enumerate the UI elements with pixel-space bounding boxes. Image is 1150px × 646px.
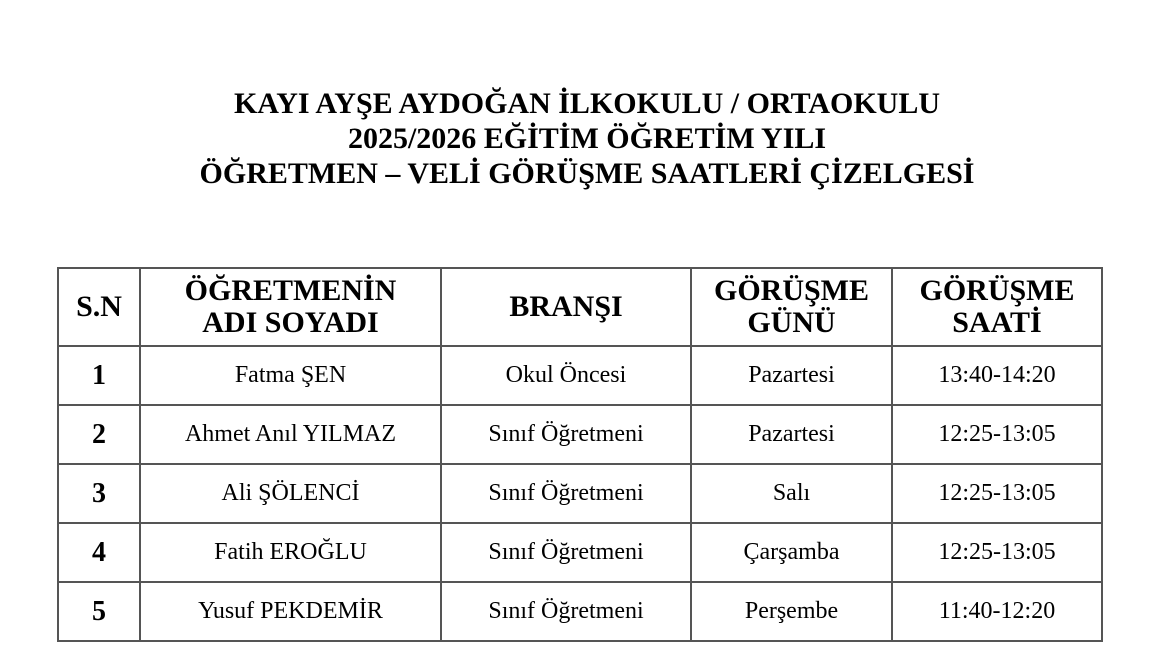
- column-header-teacher-name: ÖĞRETMENİN ADI SOYADI: [140, 268, 441, 346]
- meeting-day: Çarşamba: [691, 523, 892, 582]
- teacher-branch: Sınıf Öğretmeni: [441, 523, 691, 582]
- meeting-time: 12:25-13:05: [892, 523, 1102, 582]
- row-number: 1: [58, 346, 140, 405]
- row-number: 3: [58, 464, 140, 523]
- meeting-day: Perşembe: [691, 582, 892, 641]
- row-number: 2: [58, 405, 140, 464]
- meeting-time: 12:25-13:05: [892, 464, 1102, 523]
- academic-year: 2025/2026 EĞİTİM ÖĞRETİM YILI: [347, 122, 827, 155]
- teacher-name: Ali ŞÖLENCİ: [140, 464, 441, 523]
- table-row: [58, 523, 1102, 582]
- teacher-name: Fatih EROĞLU: [140, 523, 441, 582]
- meeting-time: 11:40-12:20: [892, 582, 1102, 641]
- schedule-title: ÖĞRETMEN – VELİ GÖRÜŞME SAATLERİ ÇİZELGESİ: [199, 157, 975, 190]
- document-title: [0, 86, 1150, 191]
- meeting-schedule-table: [57, 267, 1103, 642]
- column-header-meeting-time: GÖRÜŞME SAATİ: [892, 268, 1102, 346]
- teacher-branch: Sınıf Öğretmeni: [441, 464, 691, 523]
- school-name: KAYI AYŞE AYDOĞAN İLKOKULU / ORTAOKULU: [233, 87, 941, 120]
- column-header-sn: S.N: [58, 268, 140, 346]
- table-row: [58, 346, 1102, 405]
- meeting-time: 12:25-13:05: [892, 405, 1102, 464]
- column-header-meeting-day: GÖRÜŞME GÜNÜ: [691, 268, 892, 346]
- meeting-time: 13:40-14:20: [892, 346, 1102, 405]
- teacher-branch: Okul Öncesi: [441, 346, 691, 405]
- column-header-branch: BRANŞI: [441, 268, 691, 346]
- table-row: [58, 405, 1102, 464]
- table-header-row: [58, 268, 1102, 346]
- table-row: [58, 464, 1102, 523]
- teacher-branch: Sınıf Öğretmeni: [441, 405, 691, 464]
- row-number: 4: [58, 523, 140, 582]
- teacher-name: Fatma ŞEN: [140, 346, 441, 405]
- meeting-day: Pazartesi: [691, 405, 892, 464]
- meeting-day: Salı: [691, 464, 892, 523]
- meeting-day: Pazartesi: [691, 346, 892, 405]
- teacher-name: Ahmet Anıl YILMAZ: [140, 405, 441, 464]
- teacher-name: Yusuf PEKDEMİR: [140, 582, 441, 641]
- row-number: 5: [58, 582, 140, 641]
- teacher-branch: Sınıf Öğretmeni: [441, 582, 691, 641]
- table-row: [58, 582, 1102, 641]
